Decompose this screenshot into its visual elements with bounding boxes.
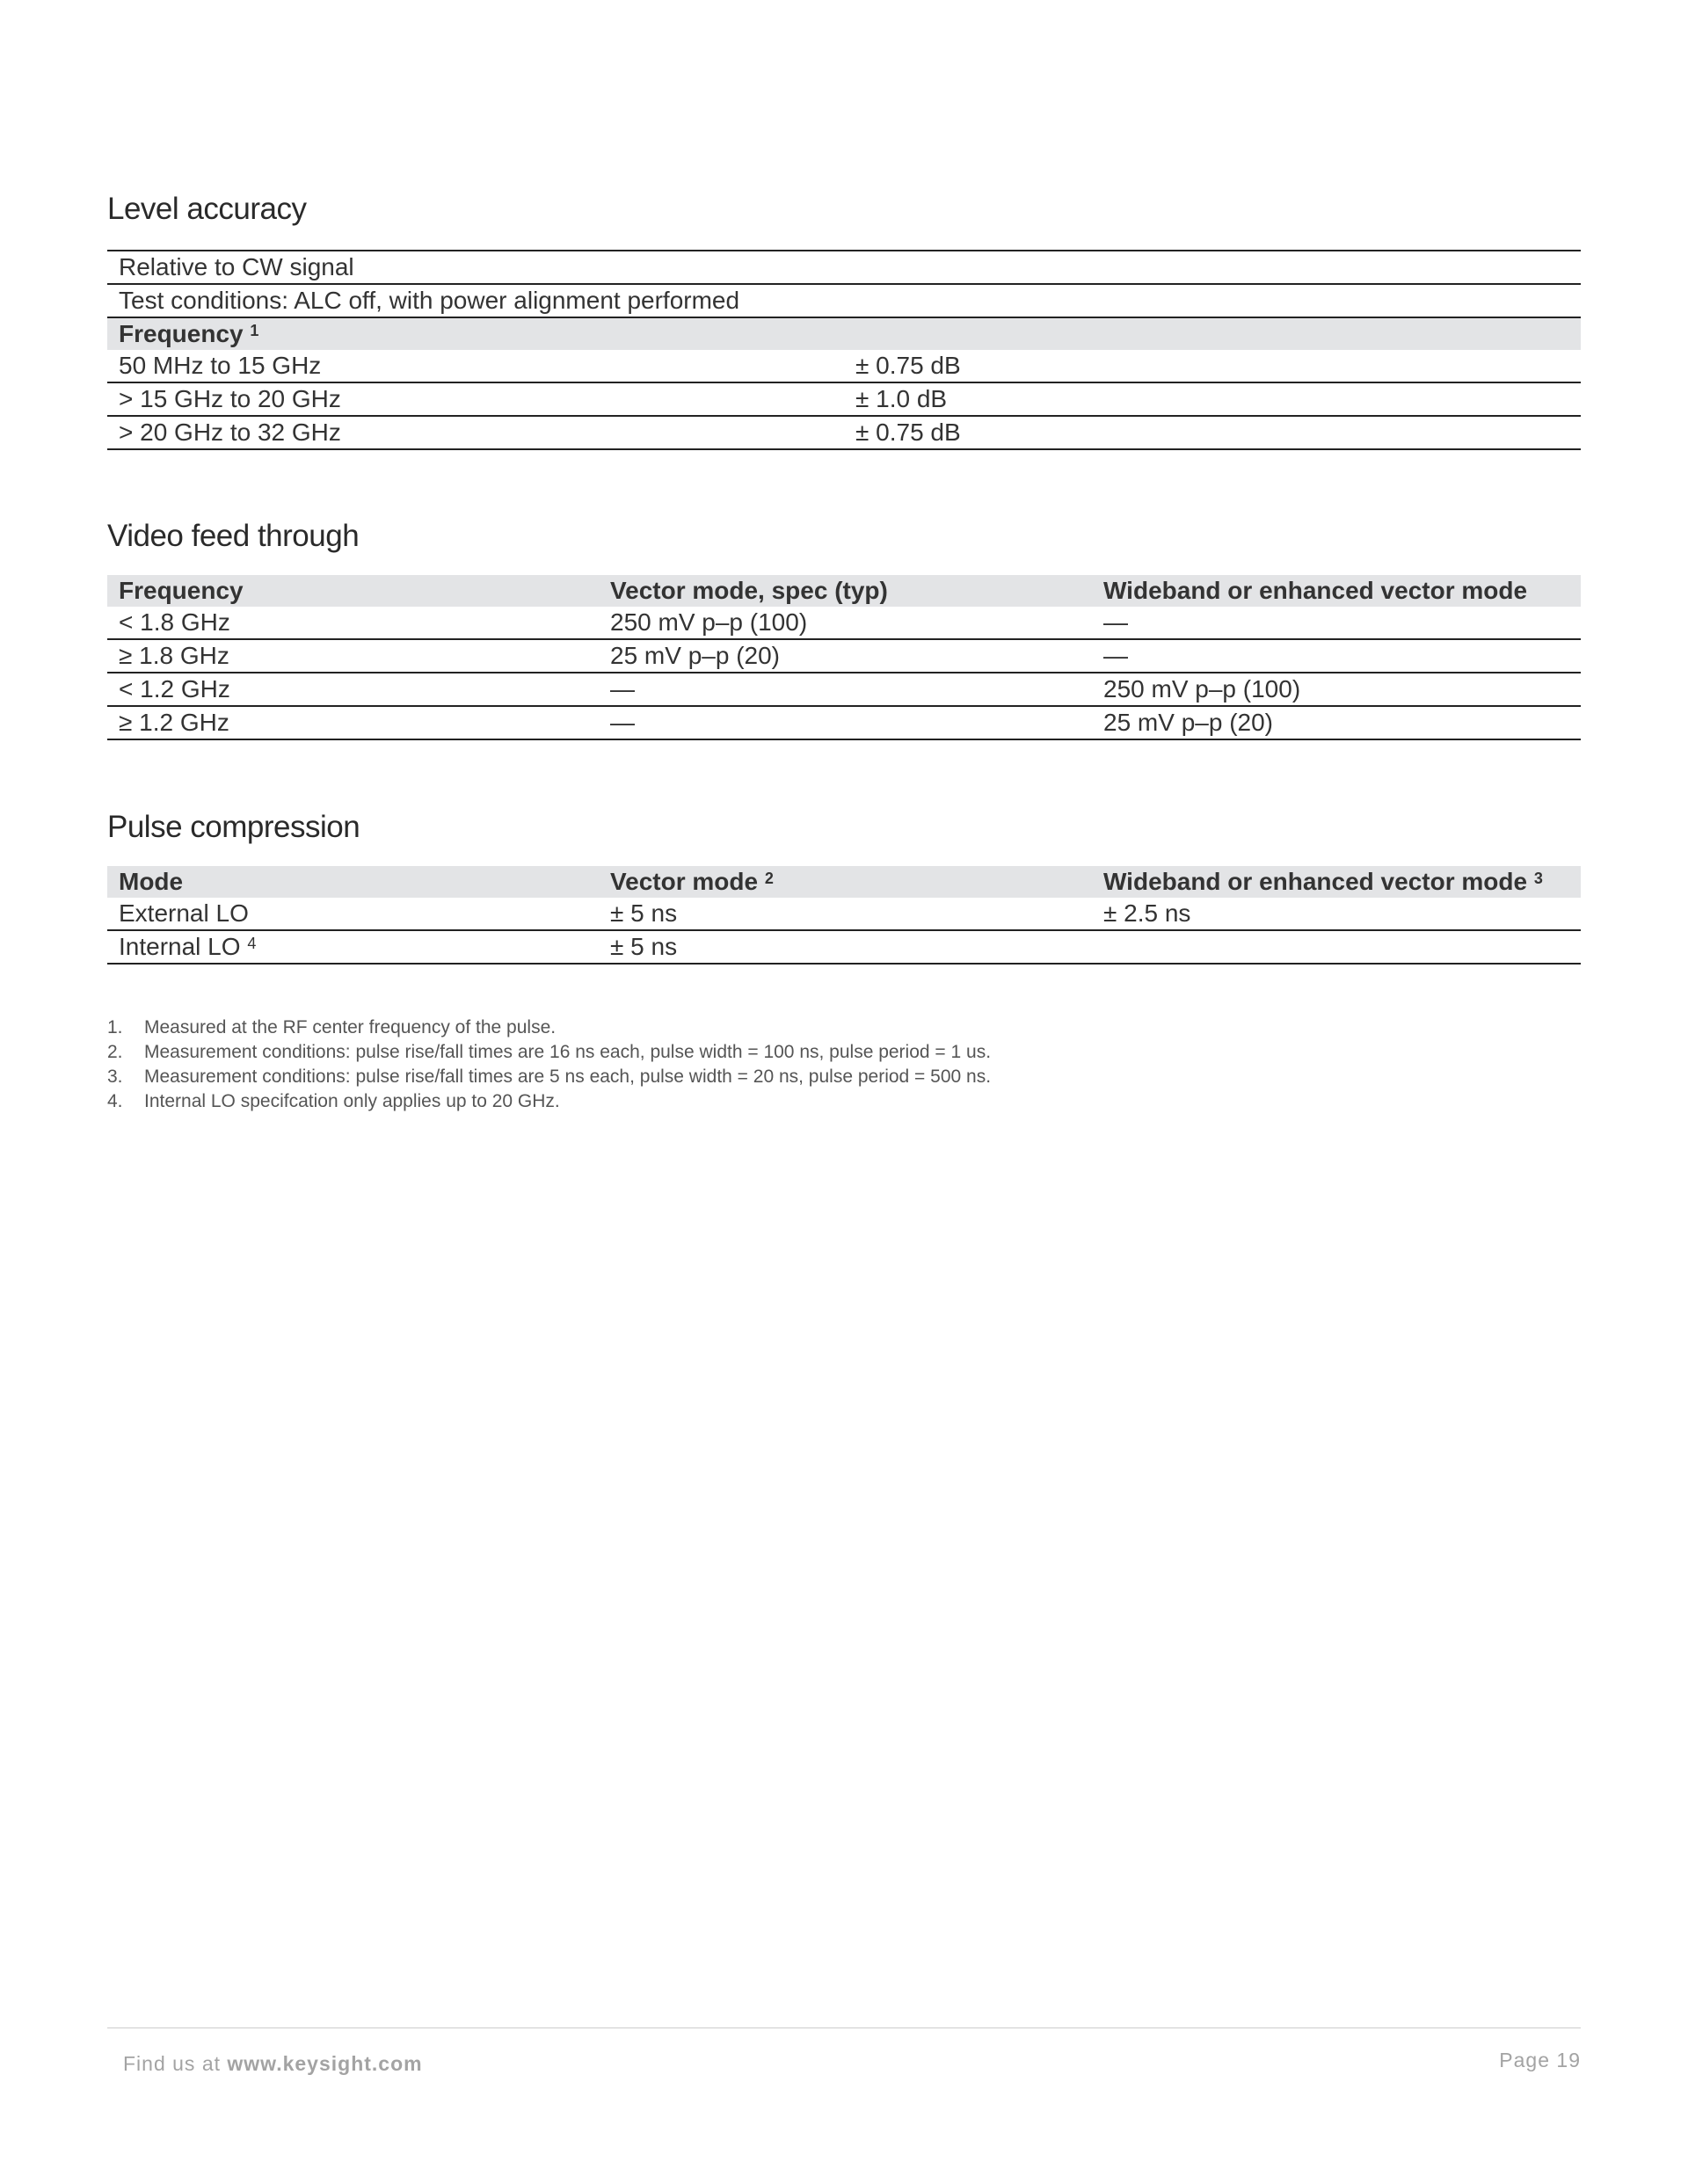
table-row <box>107 673 1581 706</box>
table-cell: — <box>1092 639 1581 673</box>
table-cell: — <box>1092 607 1581 639</box>
mode-cell: Internal LO $^4$ <box>107 930 599 964</box>
table-row <box>107 639 1581 673</box>
table-cell: 250 mV p–p (100) <box>599 607 1092 639</box>
frequency-cell: 50 MHz to 15 GHz <box>107 350 844 382</box>
frequency-cell: > 15 GHz to 20 GHz <box>107 382 844 416</box>
level-accuracy-table <box>107 250 1581 450</box>
column-header: Wideband or enhanced vector mode <box>1103 577 1528 604</box>
table-cell: 250 mV p–p (100) <box>1092 673 1581 706</box>
value-cell: ± 0.75 dB <box>844 350 1581 382</box>
table-cell: < 1.8 GHz <box>107 607 599 639</box>
note-test-conditions: Test conditions: ALC off, with power alignment performed <box>107 284 1581 317</box>
video-feed-through-title: Video feed through <box>107 519 360 553</box>
footer-find-us: Find us at www.keysight.com <box>123 2052 423 2075</box>
footnotes <box>107 1016 991 1114</box>
table-header-row <box>107 317 1581 350</box>
table-cell: 25 mV p–p (20) <box>1092 706 1581 739</box>
table-header-row <box>107 575 1581 607</box>
column-header: Vector mode $^2$ <box>610 868 774 895</box>
column-header: Mode <box>119 868 184 895</box>
footnote: 2. Measurement conditions: pulse rise/fall times are 16 ns each, pulse width = 100 ns, pulse period = 1 us. <box>107 1042 992 1062</box>
vector-cell: ± 5 ns <box>599 898 1092 930</box>
table-row <box>107 251 1581 284</box>
table-cell: < 1.2 GHz <box>107 673 599 706</box>
column-header: Vector mode, spec (typ) <box>610 577 888 604</box>
mode-cell: External LO <box>107 898 599 930</box>
table-cell: — <box>599 706 1092 739</box>
table-cell: — <box>599 673 1092 706</box>
footnote: 3. Measurement conditions: pulse rise/fall times are 5 ns each, pulse width = 20 ns, pulse period = 500 ns. <box>107 1067 992 1087</box>
footer-website-link[interactable]: www.keysight.com <box>227 2052 423 2075</box>
table-row <box>107 930 1581 964</box>
table-cell: ≥ 1.8 GHz <box>107 639 599 673</box>
table-cell: 25 mV p–p (20) <box>599 639 1092 673</box>
footnote: 4. Internal LO specifcation only applies up to 20 GHz. <box>107 1091 560 1111</box>
table-cell: ≥ 1.2 GHz <box>107 706 599 739</box>
table-row <box>107 898 1581 930</box>
note-relative: Relative to CW signal <box>107 251 1581 284</box>
table-row <box>107 706 1581 739</box>
frequency-cell: > 20 GHz to 32 GHz <box>107 416 844 449</box>
table-row <box>107 607 1581 639</box>
vector-cell: ± 5 ns <box>599 930 1092 964</box>
page-number: Page 19 <box>1499 2049 1581 2071</box>
wideband-cell: ± 2.5 ns <box>1092 898 1581 930</box>
table-row <box>107 416 1581 449</box>
table-header-row <box>107 866 1581 898</box>
table-row <box>107 284 1581 317</box>
table-row <box>107 350 1581 382</box>
level-accuracy-title: Level accuracy <box>107 192 307 226</box>
wideband-cell <box>1092 930 1581 964</box>
value-cell: ± 1.0 dB <box>844 382 1581 416</box>
footer-divider <box>107 2027 1581 2028</box>
pulse-compression-title: Pulse compression <box>107 810 360 844</box>
column-header: Frequency <box>119 577 244 604</box>
footnote: 1. Measured at the RF center frequency of the pulse. <box>107 1017 557 1037</box>
video-feed-through-table <box>107 575 1581 740</box>
pulse-compression-table <box>107 866 1581 965</box>
column-header: Wideband or enhanced vector mode $^3$ <box>1103 868 1543 895</box>
frequency-header: Frequency $^1$ <box>119 320 259 347</box>
value-cell: ± 0.75 dB <box>844 416 1581 449</box>
table-row <box>107 382 1581 416</box>
